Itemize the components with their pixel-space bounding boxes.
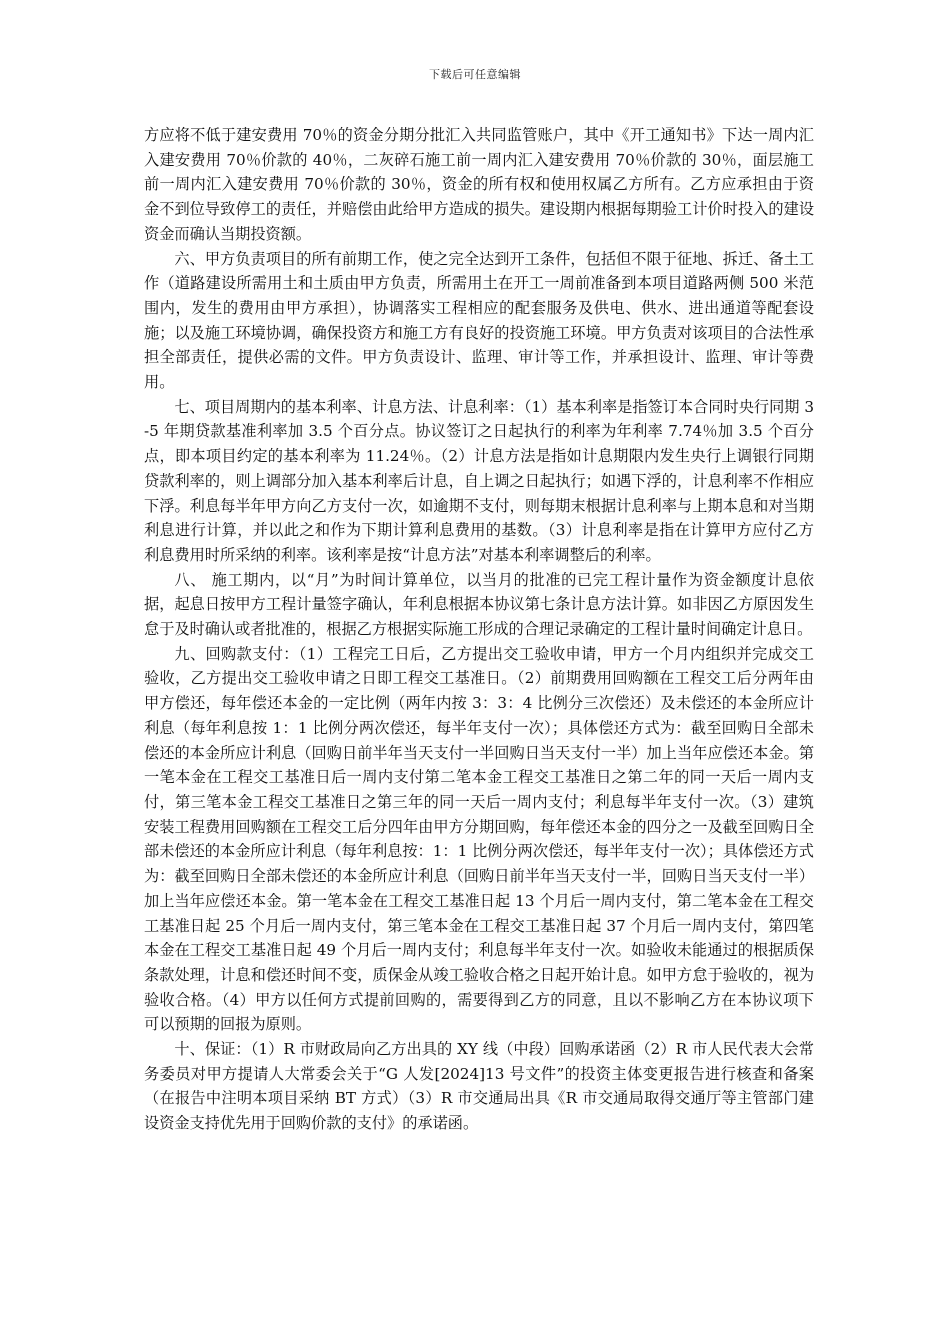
document-body	[144, 123, 814, 1136]
paragraph-clause-7: 七、项目周期内的基本利率、计息方法、计息利率：（1）基本利率是指签订本合同时央行同期 3-5 年期贷款基准利率加 3.5 个百分点。协议签订之日起执行的利率为年利率 7.74％加 3.5 个百分点，即本项目约定的基本利率为 11.24％。（2）计息方法是指如计息期限内发生央行上调银行同期贷款利率的，则上调部分加入基本利率后计息，自上调之日起执行；如遇下浮的，计息利率不作相应下浮。利息每半年甲方向乙方支付一次，如逾期不支付，则每期末根据计息利率与上期本息和对当期利息进行计算，并以此之和作为下期计算利息费用的基数。（3）计息利率是指在计算甲方应付乙方利息费用时所采纳的利率。该利率是按“计息方法”对基本利率调整后的利率。	[144, 397, 814, 564]
paragraph-clause-8: 八、 施工期内，以“月”为时间计算单位，以当月的批准的已完工程计量作为资金额度计息依据，起息日按甲方工程计量签字确认，年利息根据本协议第七条计息方法计算。如非因乙方原因发生怠于及时确认或者批准的，根据乙方根据实际施工形成的合理记录确定的工程计量时间确定计息日。	[144, 570, 814, 639]
paragraph-clause-10: 十、保证：（1）R 市财政局向乙方出具的 XY 线（中段）回购承诺函（2）R 市人民代表大会常务委员对甲方提请人大常委会关于“G 人发[2024]13 号文件”的投资主体变更报告进行核查和备案（在报告中注明本项目采纳 BT 方式）（3）R 市交通局出具《R 市交通局取得交通厅等主管部门建设资金支持优先用于回购价款的支付》的承诺函。	[144, 1040, 814, 1133]
paragraph-continuation: 方应将不低于建安费用 70％的资金分期分批汇入共同监管账户，其中《开工通知书》下达一周内汇入建安费用 70％价款的 40％，二灰碎石施工前一周内汇入建安费用 70％价款的 30％，面层施工前一周内汇入建安费用 70％价款的 30％，资金的所有权和使用权属乙方所有。乙方应承担由于资金不到位导致停工的责任，并赔偿由此给甲方造成的损失。建设期内根据每期验工计价时投入的建设资金而确认当期投资额。	[144, 126, 814, 243]
paragraph-clause-9: 九、回购款支付：（1）工程完工日后，乙方提出交工验收申请，甲方一个月内组织并完成交工验收，乙方提出交工验收申请之日即工程交工基准日。（2）前期费用回购额在工程交工后分两年由甲方偿还，每年偿还本金的一定比例（两年内按 3：3：4 比例分三次偿还）及未偿还的本金所应计利息（每年利息按 1：1 比例分两次偿还，每半年支付一次）；具体偿还方式为：截至回购日全部未偿还的本金所应计利息（回购日前半年当天支付一半回购日当天支付一半）加上当年应偿还本金。第一笔本金在工程交工基准日后一周内支付第二笔本金工程交工基准日之第二年的同一天后一周内支付，第三笔本金工程交工基准日之第三年的同一天后一周内支付；利息每半年支付一次。（3）建筑安装工程费用回购额在工程交工后分四年由甲方分期回购，每年偿还本金的四分之一及截至回购日全部未偿还的本金所应计利息（每年利息按：1：1 比例分两次偿还，每半年支付一次）；具体偿还方式为：截至回购日全部未偿还的本金所应计利息（回购日前半年当天支付一半，回购日当天支付一半）加上当年应偿还本金。第一笔本金在工程交工基准日起 13 个月后一周内支付，第二笔本金在工程交工基准日起 25 个月后一周内支付，第三笔本金在工程交工基准日起 37 个月后一周内支付，第四笔本金在工程交工基准日起 49 个月后一周内支付；利息每半年支付一次。如验收未能通过的根据质保条款处理，计息和偿还时间不变，质保金从竣工验收合格之日起开始计息。如甲方怠于验收的，视为验收合格。（4）甲方以任何方式提前回购的，需要得到乙方的同意，且以不影响乙方在本协议项下可以预期的回报为原则。	[144, 644, 814, 1034]
page-header: 下载后可任意编辑	[429, 68, 521, 81]
paragraph-clause-6: 六、甲方负责项目的所有前期工作，使之完全达到开工条件，包括但不限于征地、拆迁、备土工作（道路建设所需用土和土质由甲方负责，所需用土在开工一周前准备到本项目道路两侧 500 米范围内，发生的费用由甲方承担），协调落实工程相应的配套服务及供电、供水、进出通道等配套设施；以及施工环境协调，确保投资方和施工方有良好的投资施工环境。甲方负责对该项目的合法性承担全部责任，提供必需的文件。甲方负责设计、监理、审计等工作，并承担设计、监理、审计等费用。	[144, 249, 814, 392]
